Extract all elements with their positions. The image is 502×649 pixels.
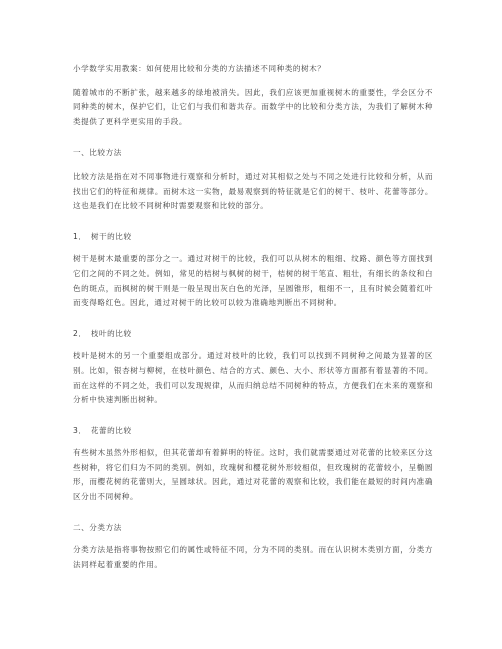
subsection-body-trunk: 树干是树木最重要的部分之一。通过对树干的比较，我们可以从树木的粗细、纹路、颜色等方面找到它们之间的不同之处。例如，常见的桔树与枫树的树干，桔树的树干笔直、粗壮，有细长的条纹和白色的斑点，而枫树的树干则是一般呈现出灰白色的光泽，呈圆锥形，粗细不一，且有时候会随着红叶而变得略红色。因此，通过对树干的比较可以较为准确地判断出不同树种。 [73,254,433,308]
section-body-classification: 分类方法是指将事物按照它们的属性或特征不同，分为不同的类别。而在认识树木类别方面，分类方法同样起着重要的作用。 [73,545,433,569]
subsection-heading-buds: 3． 花蕾的比较 [73,425,132,435]
subsection-body-leaves: 枝叶是树木的另一个重要组成部分。通过对枝叶的比较，我们可以找到不同树种之间最为显著的区别。比如，银杏树与柳树，在枝叶颜色、结合的方式、颜色、大小、形状等方面都有着显著的不同。而在这样的不同之处，我们可以发现规律，从而归纳总结不同树种的特点，方便我们在未来的观察和分析中快速判断出树种。 [73,351,433,405]
subsection-heading-leaves: 2． 枝叶的比较 [73,328,132,338]
document-page [73,62,433,572]
section-body-comparison: 比较方法是指在对不同事物进行观察和分析时，通过对其相似之处与不同之处进行比较和分析，从而找出它们的特征和规律。而树木这一实物，最易观察到的特征就是它们的树干、枝叶、花蕾等部分。这也是我们在比较不同树种时需要观察和比较的部分。 [73,171,433,211]
subsection-body-buds: 有些树木虽然外形相似，但其花蕾却有着鲜明的特征。这时，我们就需要通过对花蕾的比较来区分这些树种，将它们归为不同的类别。例如，玫瑰树和樱花树外形较相似，但玫瑰树的花蕾较小，呈椭圆形，而樱花树的花蕾则大，呈圆球状。因此，通过对花蕾的观察和比较，我们能在最短的时间内准确区分出不同树种。 [73,448,433,502]
section-heading-comparison: 一、比较方法 [73,148,122,158]
document-title: 小学数学实用教案：如何使用比较和分类的方法描述不同种类的树木？ [73,64,326,73]
section-heading-classification: 二、分类方法 [73,522,122,532]
intro-paragraph: 随着城市的不断扩张，越来越多的绿地被消失。因此，我们应该更加重视树木的重要性，学会区分不同种类的树木，保护它们，让它们与我们和谐共存。而数学中的比较和分类方法，为我们了解树木种类提供了更科学更实用的手段。 [73,87,433,126]
subsection-heading-trunk: 1． 树干的比较 [73,231,132,241]
